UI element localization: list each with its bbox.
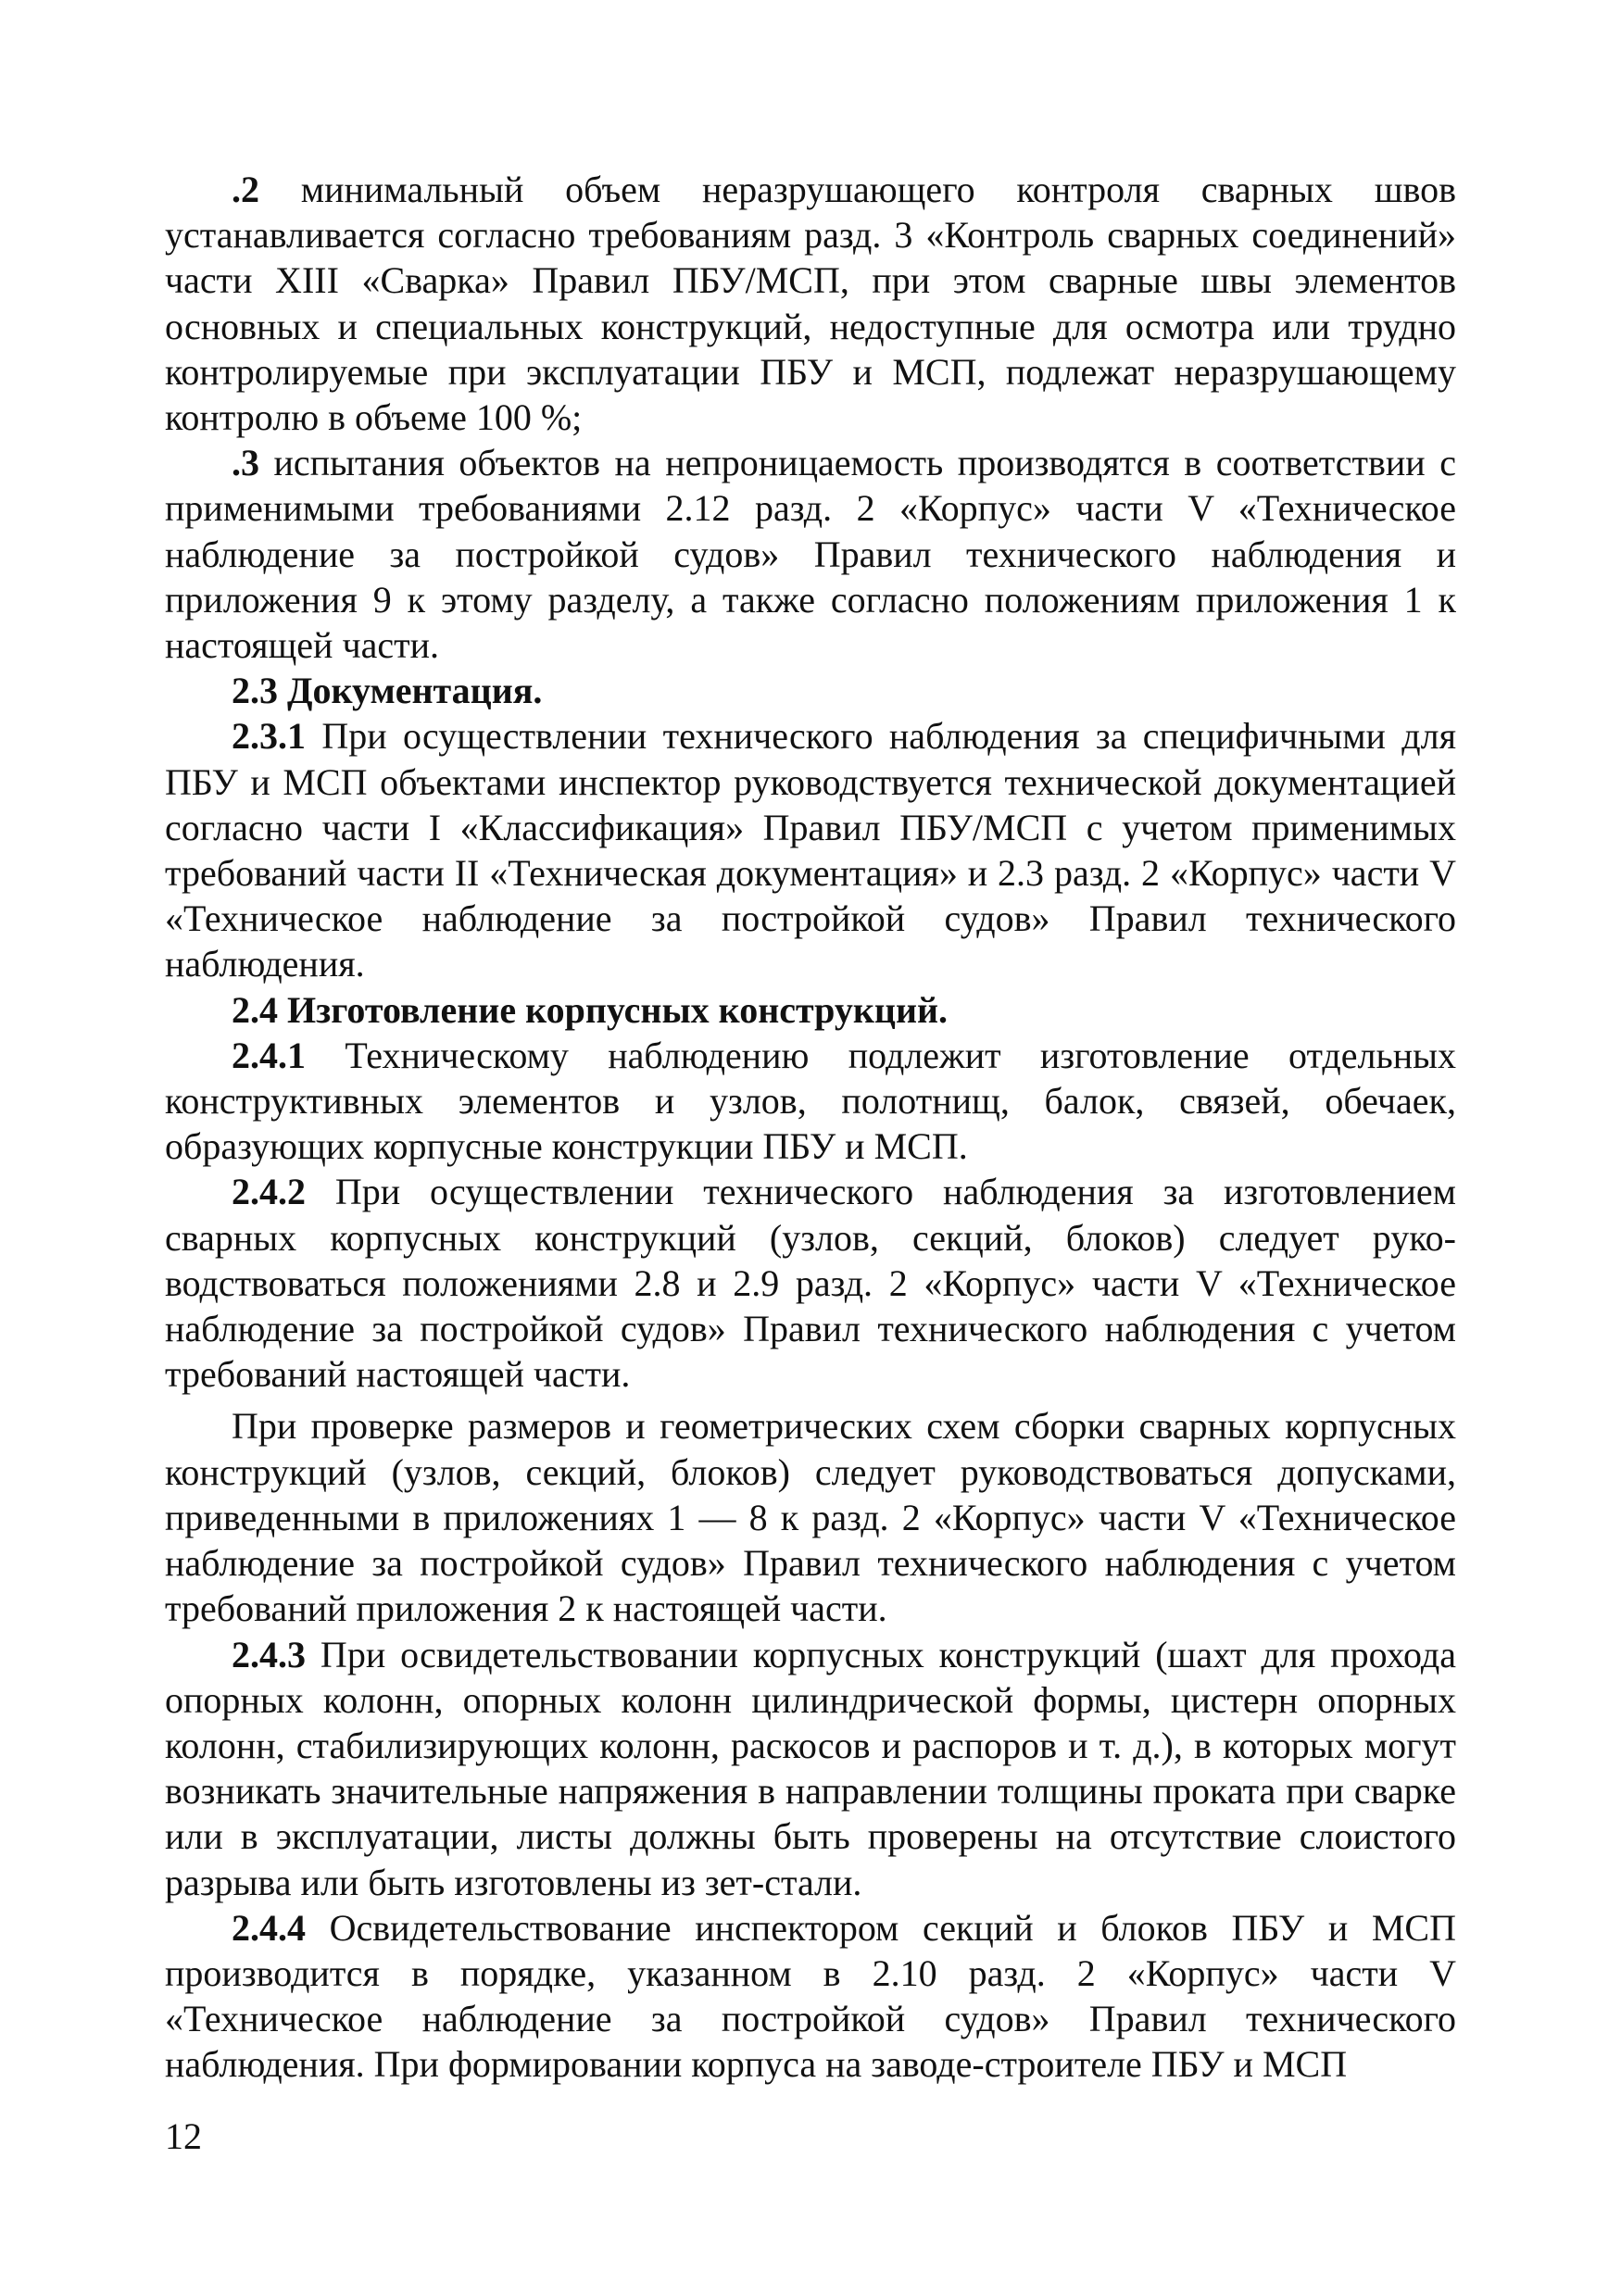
paragraph-text: испытания объектов на непроницаемость производятся в соответствии с применимыми требованиями 2.12 разд. 2 «Корпус» части V «Техническое наблюдение за постройкой судов» Правил технического наблюдения и приложения 9 к этому разделу, а также согласно положениям приложения 1 к настоящей части. — [165, 442, 1456, 667]
item-number: .2 — [232, 169, 259, 210]
page-body — [165, 167, 1456, 2088]
item-number: 2.3.1 — [232, 715, 306, 758]
paragraph-text: При проверке размеров и геометрических схем сборки сварных корпусных конструкций (узлов, секций, блоков) следует руководствоваться допусками, приведенными в приложениях 1 — 8 к разд. 2 «Корпус» части V «Техническое наблюдение за постройкой судов» Правил технического наблюдения с учетом требований приложения 2 к настоящей части. — [165, 1405, 1456, 1630]
paragraph-2-3-1 — [165, 713, 1456, 986]
paragraph-text: Техническому наблюдению подлежит изготовление отдельных конструктивных элементов и узлов, полотнищ, балок, связей, обечаек, образующих корпусные конструкции ПБУ и МСП. — [165, 1034, 1456, 1168]
item-number: 2.4.1 — [232, 1034, 306, 1076]
paragraph-text: минимальный объем неразрушающего контроля сварных швов устанавливается согласно требованиям разд. 3 «Контроль сварных соединений» части XIII «Сварка» Правил ПБУ/МСП, при этом сварные швы элементов основных и специальных конструкций, недоступные для осмотра или трудно контролируемые при эксплуатации ПБУ и МСП, подлежат неразрушающему контролю в объеме 100 %; — [165, 169, 1456, 439]
paragraph-text: При осуществлении технического наблюдения за изготовлением сварных корпусных конструкций (узлов, секций, блоков) следует руководствоваться положениями 2.8 и 2.9 разд. 2 «Корпус» части V «Техническое наблюдение за постройкой судов» Правил технического наблюдения с учетом требований настоящей части. — [165, 1171, 1456, 1396]
paragraph-2-4-4 — [165, 1905, 1456, 2088]
section-heading-2-3: 2.3 Документация. — [232, 670, 543, 712]
paragraph-2-4-3 — [165, 1632, 1456, 1905]
paragraph-2-4-1 — [165, 1033, 1456, 1170]
item-number: 2.4.2 — [232, 1171, 306, 1213]
section-heading-2-4: 2.4 Изготовление корпусных конструкций. — [232, 988, 949, 1031]
item-number: 2.4.3 — [232, 1633, 306, 1675]
paragraph-item-2 — [165, 167, 1456, 440]
paragraph-2-4-2 — [165, 1169, 1456, 1397]
paragraph-text: При осуществлении технического наблюдения за специфичными для ПБУ и МСП объектами инспектор руководствуется технической документацией согласно части I «Классификация» Правил ПБУ/МСП с учетом применимых требований части II «Техническая документация» и 2.3 разд. 2 «Корпус» части V «Техническое наблюдение за постройкой судов» Правил технического наблюдения. — [165, 715, 1456, 985]
item-number: 2.4.4 — [232, 1906, 306, 1949]
paragraph-text: Освидетельствование инспектором секций и блоков ПБУ и МСП производится в порядке, указанном в 2.10 разд. 2 «Корпус» части V «Техническое наблюдение за постройкой судов» Правил технического наблюдения. При формировании корпуса на заводе-строителе ПБУ и МСП — [165, 1906, 1456, 2086]
item-number: .3 — [232, 442, 259, 484]
page-number: 12 — [165, 2115, 202, 2157]
paragraph-text: При освидетельствовании корпусных конструкций (шахт для прохода опорных колонн, опорных колонн цилиндрической формы, цистерн опорных колонн, стабилизирующих колонн, раскосов и распоров и т. д.), в которых могут возникать значительные напряжения в направлении толщины проката при сварке или в эксплуатации, листы должны быть проверены на отсутствие слоистого разрыва или быть изготовлены из зет-стали. — [165, 1633, 1456, 1903]
paragraph-item-3 — [165, 440, 1456, 668]
paragraph-2-4-2-continued — [165, 1403, 1456, 1631]
